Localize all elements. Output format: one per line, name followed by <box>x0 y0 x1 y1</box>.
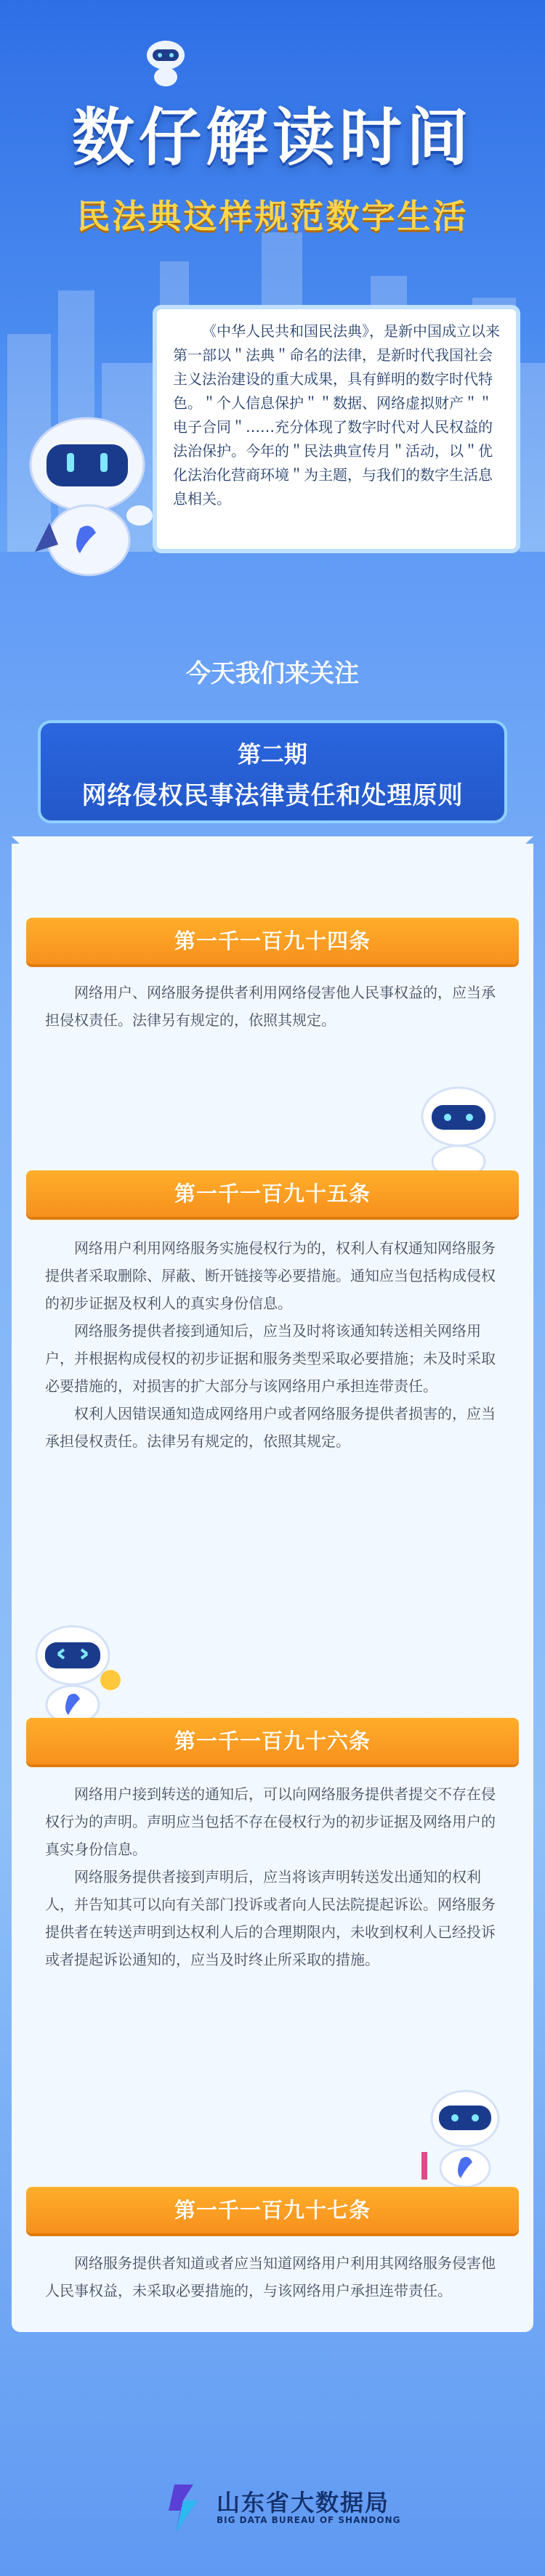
article-paragraph: 网络服务提供者接到通知后，应当及时将该通知转送相关网络用户，并根据构成侵权的初步证据和服务类型采取必要措施；未及时采取必要措施的，对损害的扩大部分与该网络用户承担连带责任。 <box>45 1322 496 1395</box>
article-body <box>45 1234 500 1455</box>
section-heading: 今天我们来关注 <box>186 659 359 688</box>
article-heading: 第一千一百九十七条 <box>26 2187 519 2233</box>
article-heading: 第一千一百九十六条 <box>26 1718 519 1764</box>
issue-title: 网络侵权民事法律责任和处理原则 <box>81 781 464 810</box>
article-paragraph: 网络服务提供者知道或者应当知道网络用户利用其网络服务侵害他人民事权益，未采取必要措施的，与该网络用户承担连带责任。 <box>45 2254 496 2299</box>
article-body <box>45 979 500 1034</box>
article-body <box>45 1780 500 1973</box>
mascot-robot-icon <box>20 407 158 581</box>
intro-card <box>153 305 520 553</box>
article-paragraph: 网络用户接到转送的通知后，可以向网络服务提供者提交不存在侵权行为的声明。声明应当包括不存在侵权行为的初步证据及网络用户的真实身份信息。 <box>45 1785 496 1858</box>
mascot-robot-icon <box>411 1080 506 1175</box>
article-paragraph: 权利人因错误通知造成网络用户或者网络服务提供者损害的，应当承担侵权责任。法律另有规定的，依照其规定。 <box>45 1405 496 1450</box>
article-paragraph: 网络服务提供者接到声明后，应当将该声明转送发出通知的权利人，并告知其可以向有关部门投诉或者向人民法院提起诉讼。网络服务提供者在转送声明到达权利人后的合理期限内，未收到权利人已经投诉或者提起诉讼通知的，应当及时终止所采取的措施。 <box>45 1868 496 1968</box>
org-name-cn: 山东省大数据局 <box>217 2489 390 2516</box>
bureau-logo-icon <box>161 2480 206 2537</box>
footer-logo <box>0 2476 545 2541</box>
mascot-robot-icon <box>144 36 187 87</box>
issue-number: 第二期 <box>237 741 307 768</box>
mascot-robot-icon <box>29 1618 124 1727</box>
mascot-robot-icon <box>417 2082 512 2191</box>
article-heading: 第一千一百九十五条 <box>26 1170 519 1217</box>
org-name-en: BIG DATA BUREAU OF SHANDONG <box>217 2515 401 2525</box>
page-title: 数仔解读时间 <box>72 102 473 174</box>
article-paragraph: 网络用户、网络服务提供者利用网络侵害他人民事权益的，应当承担侵权责任。法律另有规定的，依照其规定。 <box>45 984 496 1029</box>
intro-text: 《中华人民共和国民法典》，是新中国成立以来第一部以＂法典＂命名的法律，是新时代我国社会主义法治建设的重大成果，具有鲜明的数字时代特色。＂个人信息保护＂＂数据、网络虚拟财产＂＂电子合同＂……充分体现了数字时代对人民权益的法治保护。今年的＂民法典宣传月＂活动，以＂优化法治化营商环境＂为主题，与我们的数字生活息息相关。 <box>173 322 500 508</box>
article-heading: 第一千一百九十四条 <box>26 918 519 964</box>
page-subtitle: 民法典这样规范数字生活 <box>76 197 469 236</box>
article-paragraph: 网络用户利用网络服务实施侵权行为的，权利人有权通知网络服务提供者采取删除、屏蔽、断开链接等必要措施。通知应当包括构成侵权的初步证据及权利人的真实身份信息。 <box>45 1239 496 1312</box>
article-body <box>45 2249 500 2304</box>
issue-banner <box>38 720 507 823</box>
